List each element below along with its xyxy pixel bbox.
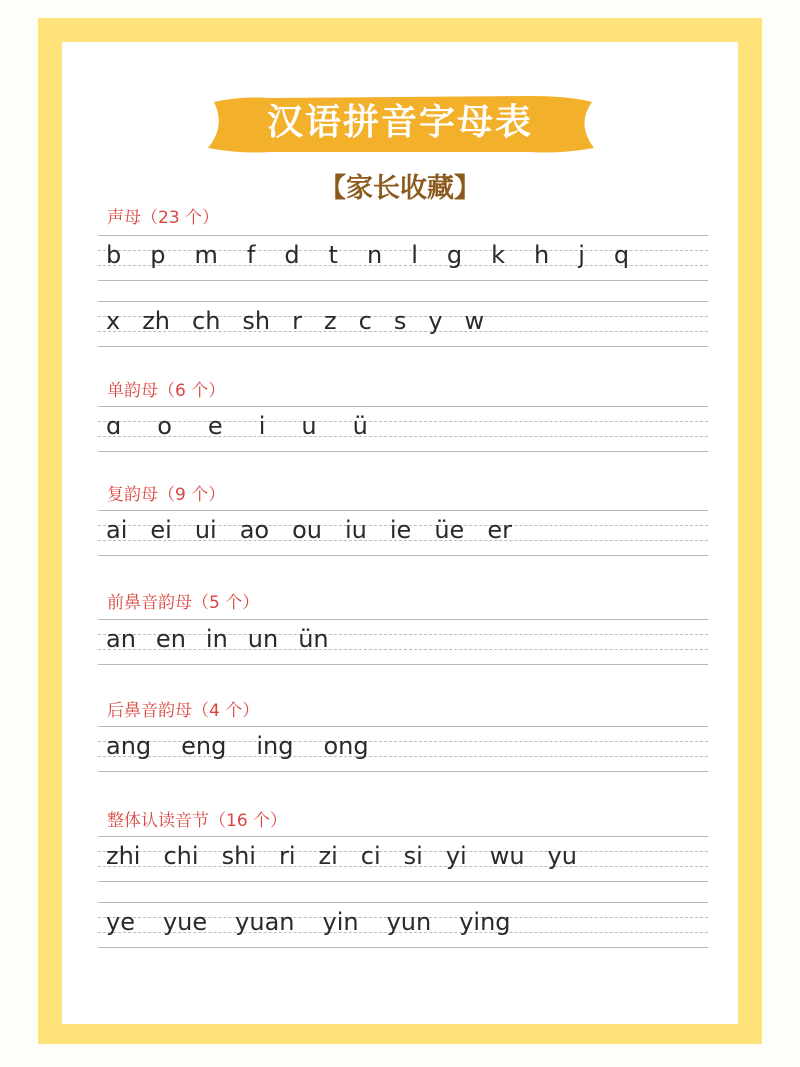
- pinyin-item: ing: [256, 732, 294, 760]
- section-label-compound-finals: 复韵母（9 个）: [107, 485, 226, 505]
- pinyin-item: c: [358, 307, 372, 335]
- pinyin-item: yu: [547, 842, 577, 870]
- pinyin-item: an: [106, 625, 136, 653]
- section-label-whole-syllables: 整体认读音节（16 个）: [107, 811, 288, 831]
- pinyin-item: üe: [434, 516, 465, 544]
- writing-row-initials-2: [98, 301, 708, 347]
- section-label-back-nasal-finals: 后鼻音韵母（4 个）: [107, 701, 260, 721]
- pinyin-item: i: [258, 412, 266, 440]
- pinyin-item: r: [292, 307, 303, 335]
- title-banner: [200, 92, 600, 156]
- pinyin-item: k: [491, 241, 505, 269]
- pinyin-item: yue: [162, 908, 208, 936]
- pinyin-item: q: [613, 241, 630, 269]
- pinyin-item: ch: [192, 307, 221, 335]
- pinyin-item: x: [106, 307, 121, 335]
- pinyin-item: d: [284, 241, 300, 269]
- writing-row-front-nasal-finals: [98, 619, 708, 665]
- pinyin-item: er: [487, 516, 512, 544]
- pinyin-item: s: [393, 307, 407, 335]
- pinyin-item: ie: [389, 516, 412, 544]
- pinyin-item: n: [366, 241, 383, 269]
- pinyin-item: j: [578, 241, 585, 269]
- pinyin-item: zi: [318, 842, 338, 870]
- pinyin-item: yun: [386, 908, 432, 936]
- pinyin-item: ri: [278, 842, 296, 870]
- pinyin-item: sh: [242, 307, 271, 335]
- pinyin-item: l: [411, 241, 418, 269]
- letter-list: [106, 908, 511, 942]
- pinyin-item: chi: [163, 842, 199, 870]
- pinyin-item: eng: [181, 732, 227, 760]
- pinyin-item: o: [157, 412, 172, 440]
- pinyin-item: ou: [292, 516, 322, 544]
- letter-list: [106, 516, 512, 550]
- pinyin-item: zh: [142, 307, 171, 335]
- pinyin-item: yuan: [235, 908, 295, 936]
- letter-list: [106, 241, 629, 275]
- writing-row-whole-syllables-2: [98, 902, 708, 948]
- pinyin-item: ei: [150, 516, 172, 544]
- pinyin-item: ao: [239, 516, 270, 544]
- writing-row-simple-finals: [98, 406, 708, 452]
- pinyin-item: en: [155, 625, 186, 653]
- letter-list: [106, 307, 484, 341]
- writing-row-whole-syllables-1: [98, 836, 708, 882]
- pinyin-item: z: [324, 307, 337, 335]
- letter-list: [106, 625, 329, 659]
- section-label-initials: 声母（23 个）: [107, 208, 220, 228]
- pinyin-item: wu: [489, 842, 525, 870]
- letter-list: [106, 412, 368, 446]
- pinyin-item: ai: [106, 516, 128, 544]
- pinyin-item: ɑ: [106, 412, 122, 440]
- writing-row-initials-1: [98, 235, 708, 281]
- section-label-simple-finals: 单韵母（6 个）: [107, 381, 226, 401]
- page-subtitle: 【家长收藏】: [319, 173, 481, 204]
- pinyin-item: p: [150, 241, 166, 269]
- pinyin-item: g: [446, 241, 463, 269]
- page-title: 汉语拼音字母表: [266, 102, 533, 143]
- pinyin-item: ci: [360, 842, 381, 870]
- pinyin-item: ui: [194, 516, 217, 544]
- pinyin-item: in: [205, 625, 228, 653]
- pinyin-item: ang: [106, 732, 152, 760]
- pinyin-item: u: [301, 412, 317, 440]
- pinyin-item: f: [246, 241, 256, 269]
- pinyin-item: e: [207, 412, 223, 440]
- letter-list: [106, 842, 577, 876]
- pinyin-item: ün: [298, 625, 329, 653]
- pinyin-item: shi: [221, 842, 256, 870]
- pinyin-item: m: [194, 241, 218, 269]
- pinyin-item: ying: [459, 908, 511, 936]
- pinyin-item: si: [403, 842, 423, 870]
- pinyin-item: ye: [106, 908, 135, 936]
- pinyin-item: w: [464, 307, 485, 335]
- pinyin-item: yi: [445, 842, 467, 870]
- writing-row-back-nasal-finals: [98, 726, 708, 772]
- pinyin-item: yin: [322, 908, 359, 936]
- pinyin-item: h: [534, 241, 550, 269]
- pinyin-item: ong: [323, 732, 369, 760]
- writing-row-compound-finals: [98, 510, 708, 556]
- pinyin-item: un: [247, 625, 279, 653]
- pinyin-item: zhi: [106, 842, 141, 870]
- section-label-front-nasal-finals: 前鼻音韵母（5 个）: [107, 593, 260, 613]
- pinyin-item: b: [106, 241, 122, 269]
- letter-list: [106, 732, 369, 766]
- pinyin-item: ü: [352, 412, 368, 440]
- pinyin-item: y: [428, 307, 443, 335]
- pinyin-item: t: [328, 241, 338, 269]
- pinyin-item: iu: [345, 516, 367, 544]
